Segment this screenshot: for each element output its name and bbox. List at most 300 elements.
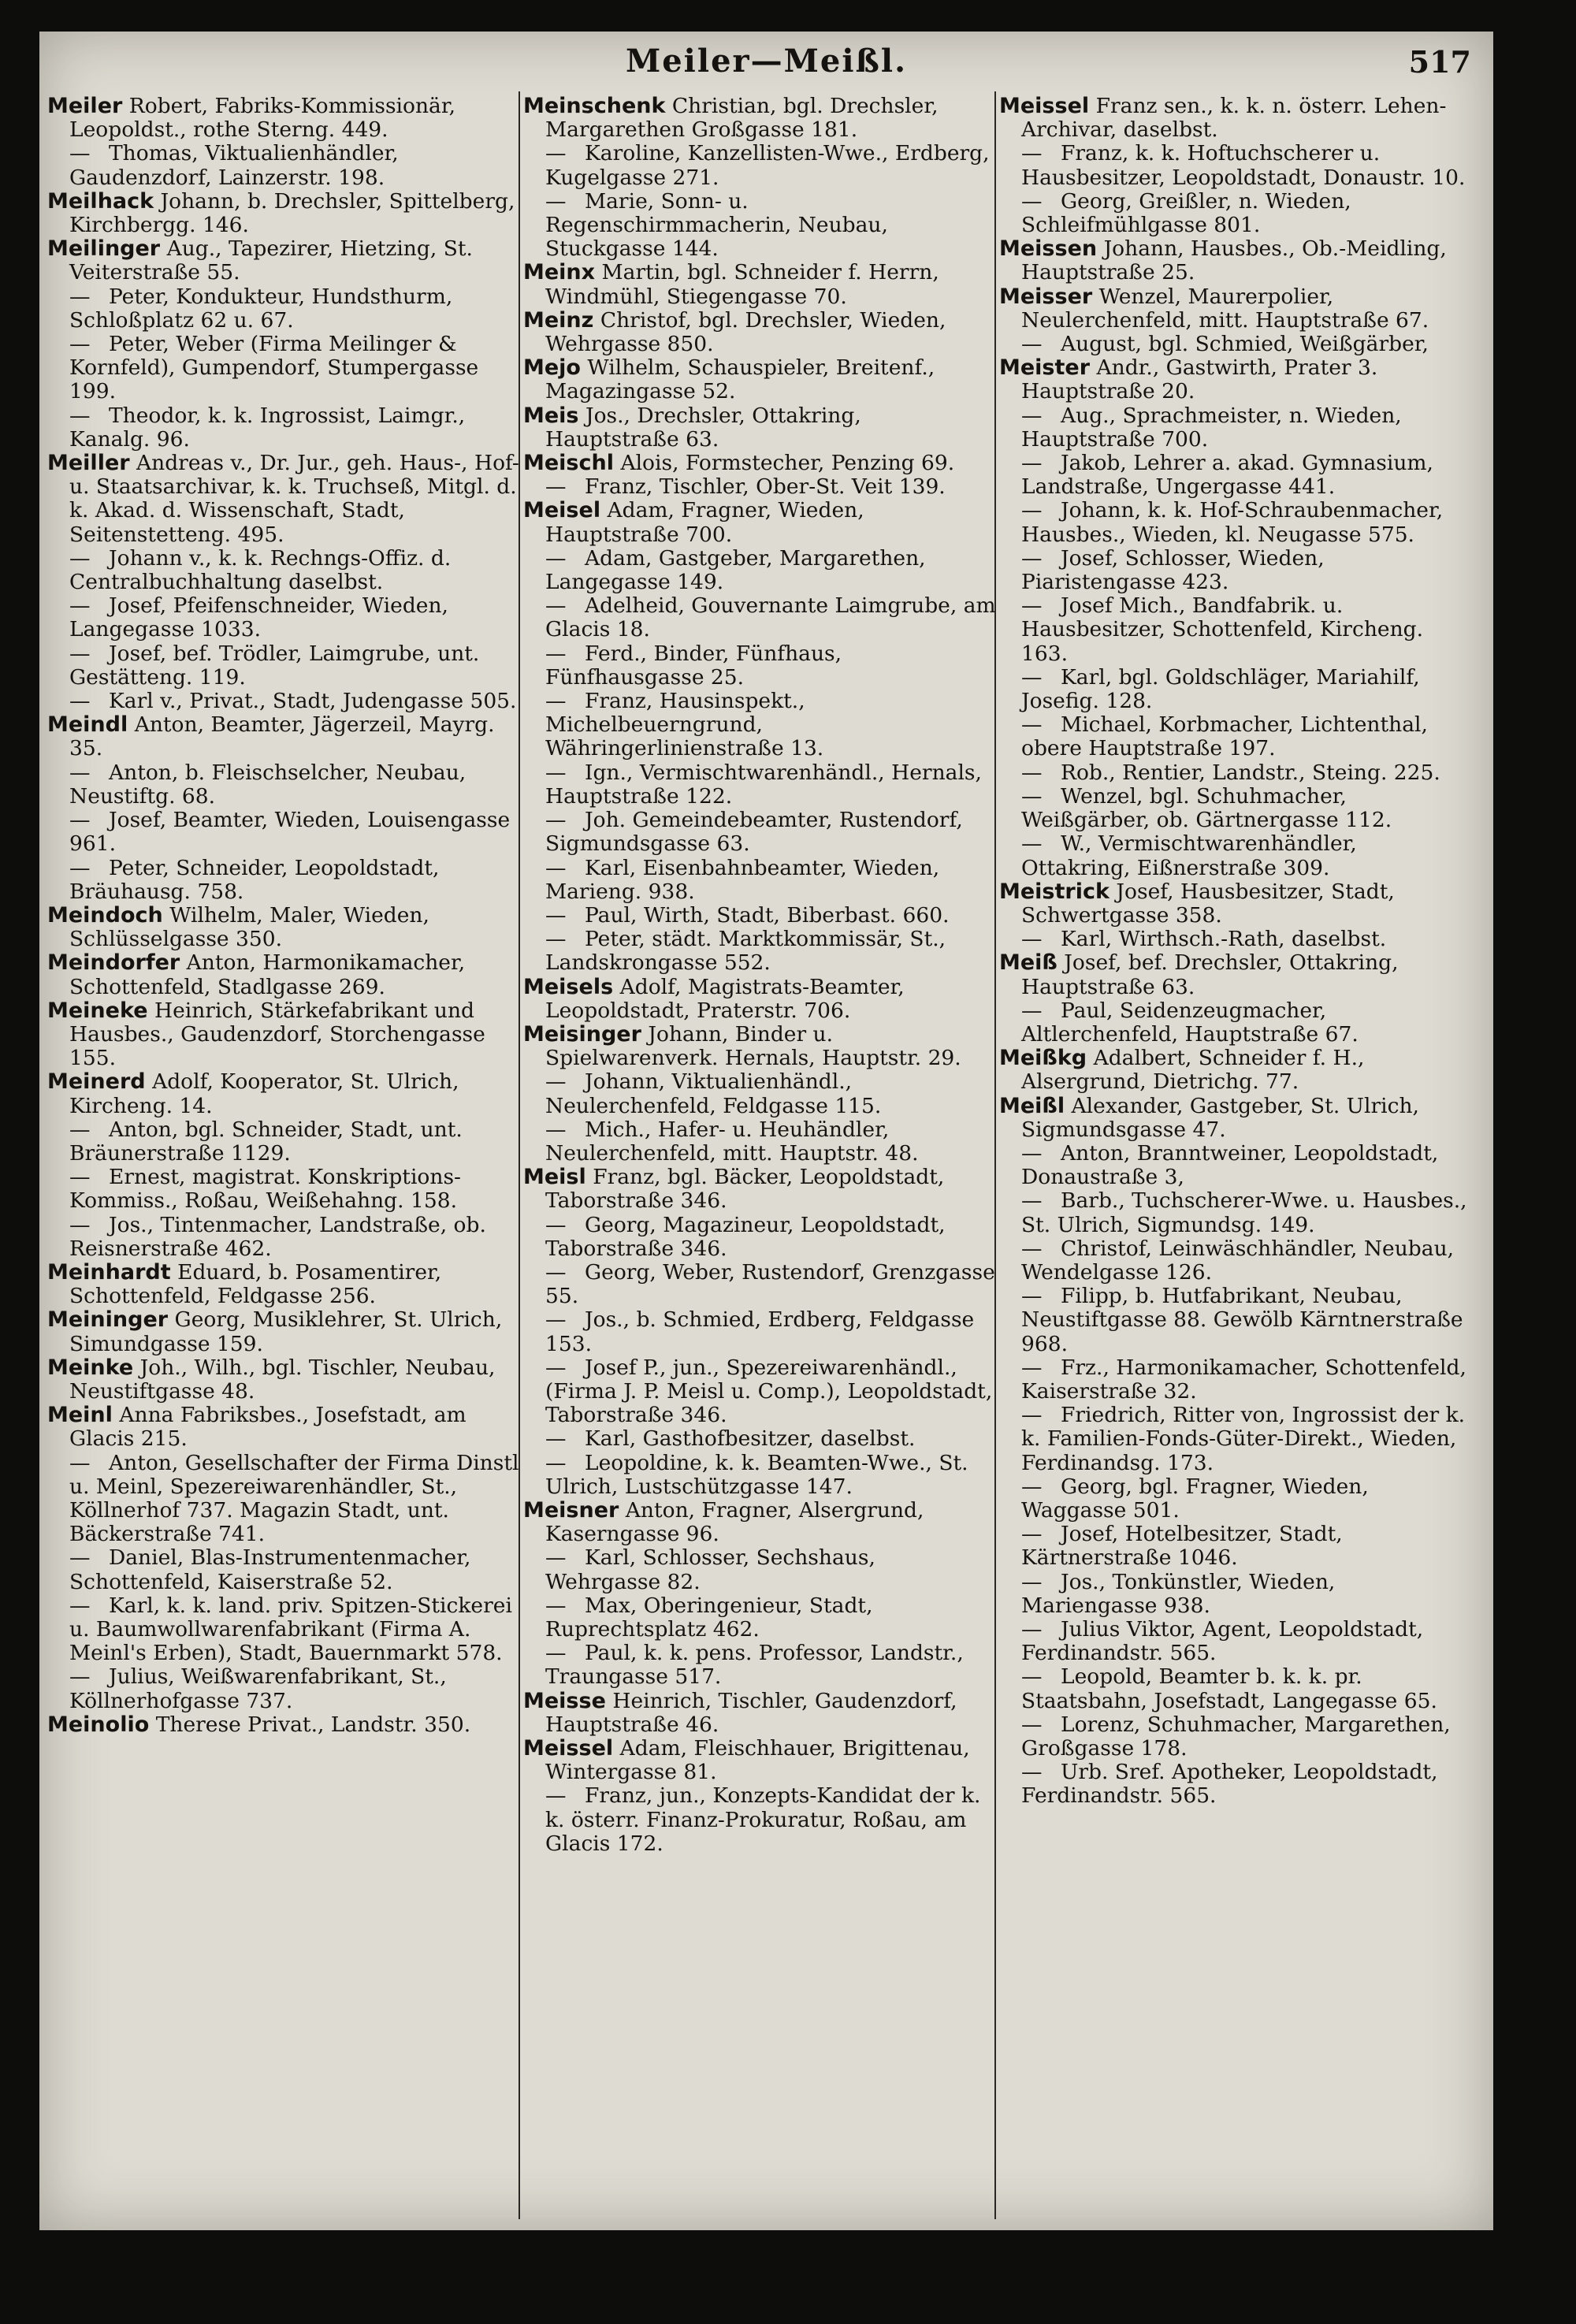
entry-surname: Meinschenk [523,94,666,118]
directory-entry [47,713,520,760]
entry-dash: — [1021,760,1043,785]
directory-entry [999,1237,1472,1285]
directory-entry [47,1404,520,1451]
directory-entry [999,1618,1472,1665]
entry-text: Karoline, Kanzellisten-Wwe., Erdberg, Kugelgasse 271. [545,141,990,190]
entry-dash: — [1021,783,1043,809]
directory-entry [999,190,1472,237]
entry-text: Lorenz, Schuhmacher, Margarethen, Großgasse 178. [1021,1712,1451,1761]
entry-text: Friedrich, Ritter von, Ingrossist der k. k. Familien-Fonds-Güter-Direkt., Wieden, Ferdinandsg. 173. [1021,1403,1466,1475]
directory-entry [47,1356,520,1404]
entry-text: Anton, b. Fleischselcher, Neubau, Neustiftg. 68. [69,760,466,809]
entry-text: Ernest, magistrat. Konskriptions-Kommiss., Roßau, Weißehahng. 158. [69,1165,462,1214]
entry-surname: Meisinger [523,1021,641,1047]
entry-surname: Meister [999,355,1091,381]
entry-dash: — [69,593,91,619]
entry-dash: — [69,760,91,785]
entry-dash: — [1021,332,1043,357]
directory-entry [523,1452,996,1499]
entry-text: Johann v., k. k. Rechngs-Offiz. d. Centralbuchhaltung daselbst. [69,545,452,595]
entry-text: Franz, Hausinspekt., Michelbeuerngrund, Währingerlinienstraße 13. [545,689,824,761]
entry-text: Max, Oberingenieur, Stadt, Ruprechtsplatz 462. [545,1593,873,1642]
entry-text: Robert, Fabriks-Kommissionär, Leopoldst., rothe Sterng. 449. [69,94,456,143]
directory-entry [999,1404,1472,1475]
directory-entry [523,857,996,904]
entry-surname: Meinx [523,260,596,285]
directory-entry [47,1713,520,1737]
entry-dash: — [69,1545,91,1571]
directory-entry [999,1665,1472,1712]
entry-text: Jos., b. Schmied, Erdberg, Feldgasse 153. [545,1307,975,1356]
entry-text: Marie, Sonn- u. Regenschirmmacherin, Neubau, Stuckgasse 144. [545,188,888,262]
entry-text: Alexander, Gastgeber, St. Ulrich, Sigmundsgasse 47. [1021,1093,1419,1142]
entry-text: Wilhelm, Maler, Wieden, Schlüsselgasse 350. [69,902,429,952]
directory-entry [999,499,1472,546]
entry-text: Franz sen., k. k. n. österr. Lehen-Archivar, daselbst. [1021,94,1447,143]
entry-dash: — [69,1664,91,1690]
entry-text: Daniel, Blas-Instrumentenmacher, Schottenfeld, Kaiserstraße 52. [69,1545,471,1594]
entry-dash: — [1021,1664,1043,1690]
entry-surname: Meisel [523,498,601,523]
entry-text: Johann, Viktualienhändl., Neulerchenfeld, Feldgasse 115. [545,1069,882,1118]
entry-text: Anton, Fragner, Alsergrund, Kaserngasse 96. [545,1497,924,1547]
entry-surname: Meiler [47,94,123,118]
entry-dash: — [69,1450,91,1475]
entry-text: Joh., Wilh., bgl. Tischler, Neubau, Neustiftgasse 48. [69,1355,496,1404]
entry-dash: — [69,1212,91,1237]
entry-text: Aug., Tapezirer, Hietzing, St. Veiterstraße 55. [69,236,473,285]
entry-text: Wenzel, bgl. Schuhmacher, Weißgärber, ob. Gärtnergasse 112. [1021,783,1392,833]
directory-entry [523,547,996,594]
directory-entry [523,452,996,475]
directory-entry [523,904,996,928]
entry-text: Heinrich, Tischler, Gaudenzdorf, Hauptstraße 46. [545,1688,957,1737]
directory-entry [999,142,1472,189]
entry-text: Paul, Wirth, Stadt, Biberbast. 660. [585,902,950,928]
directory-entry [47,1166,520,1213]
entry-text: Frz., Harmonikamacher, Schottenfeld, Kaiserstraße 32. [1021,1355,1466,1404]
entry-text: Josef, bef. Trödler, Laimgrube, unt. Gestätteng. 119. [69,641,480,690]
entry-surname: Meinl [47,1403,113,1428]
directory-entry [999,547,1472,594]
directory-entry [999,761,1472,785]
directory-entry [999,785,1472,832]
entry-dash: — [1021,451,1043,476]
directory-entry [999,1095,1472,1142]
entry-dash: — [545,641,567,666]
entry-text: Julius Viktor, Agent, Leopoldstadt, Ferdinandstr. 565. [1021,1617,1424,1666]
entry-dash: — [1021,593,1043,619]
directory-entry [523,1308,996,1355]
entry-dash: — [545,1355,567,1380]
directory-entry [47,1308,520,1355]
directory-entry [47,1546,520,1593]
entry-dash: — [1021,1140,1043,1166]
directory-entry [523,1690,996,1737]
directory-entry [523,928,996,975]
entry-dash: — [545,474,567,500]
entry-text: August, bgl. Schmied, Weißgärber, [1061,332,1429,357]
directory-entry [47,809,520,856]
entry-text: Peter, Kondukteur, Hundsthurm, Schloßplatz 62 u. 67. [69,284,453,333]
entry-text: W., Vermischtwarenhändler, Ottakring, Eißnerstraße 309. [1021,831,1357,880]
entry-surname: Meis [523,403,579,428]
directory-column-1 [47,95,520,1737]
entry-dash: — [69,545,91,571]
entry-dash: — [545,808,567,833]
entry-dash: — [1021,998,1043,1023]
entry-text: Georg, Greißler, n. Wieden, Schleifmühlgasse 801. [1021,188,1351,238]
entry-text: Josef Mich., Bandfabrik. u. Hausbesitzer, Schottenfeld, Kircheng. 163. [1021,593,1424,666]
directory-entry [47,1594,520,1666]
directory-entry [523,261,996,308]
entry-surname: Meischl [523,451,614,476]
entry-dash: — [69,1593,91,1618]
entry-text: Karl, Schlosser, Sechshaus, Wehrgasse 82. [545,1545,875,1594]
entry-surname: Meinerd [47,1069,146,1095]
entry-text: Eduard, b. Posamentirer, Schottenfeld, Feldgasse 256. [69,1259,442,1309]
entry-text: Karl, bgl. Goldschläger, Mariahilf, Josefig. 128. [1021,664,1420,714]
directory-entry [47,1118,520,1166]
entry-surname: Meissen [999,236,1098,262]
entry-dash: — [545,1212,567,1237]
entry-text: Josef, Schlosser, Wieden, Piaristengasse 423. [1021,545,1325,595]
entry-surname: Meisels [523,974,614,999]
directory-entry [47,142,520,189]
directory-page [39,32,1493,2230]
entry-text: Georg, bgl. Fragner, Wieden, Waggasse 501. [1021,1474,1369,1523]
directory-entry [523,1594,996,1642]
directory-entry [999,1189,1472,1236]
entry-surname: Meissel [523,1736,614,1761]
entry-dash: — [1021,1236,1043,1261]
entry-dash: — [545,1593,567,1618]
entry-text: Heinrich, Stärkefabrikant und Hausbes., Gaudenzdorf, Storchengasse 155. [69,998,485,1071]
entry-dash: — [545,1259,567,1285]
entry-text: Barb., Tuchscherer-Wwe. u. Hausbes., St. Ulrich, Sigmundsg. 149. [1021,1188,1467,1237]
directory-entry [999,404,1472,452]
entry-dash: — [69,284,91,309]
entry-dash: — [69,808,91,833]
entry-dash: — [69,1165,91,1190]
entry-text: Anton, Beamter, Jägerzeil, Mayrg. 35. [69,712,495,761]
entry-text: Josef, Beamter, Wieden, Louisengasse 961. [69,808,511,857]
entry-text: Ign., Vermischtwarenhändl., Hernals, Hauptstraße 122. [545,760,982,809]
directory-entry [523,761,996,809]
directory-entry [523,95,996,142]
entry-surname: Meinke [47,1355,134,1380]
directory-entry [523,1118,996,1166]
directory-entry [523,642,996,690]
entry-dash: — [1021,712,1043,738]
directory-column-3 [999,95,1472,1809]
entry-surname: Meißkg [999,1046,1087,1071]
entry-text: Anton, Harmonikamacher, Schottenfeld, Stadlgasse 269. [69,950,466,999]
entry-text: Jakob, Lehrer a. akad. Gymnasium, Landstraße, Ungergasse 441. [1021,451,1433,500]
entry-text: Thomas, Viktualienhändler, Gaudenzdorf, Lainzerstr. 198. [69,141,399,190]
directory-entry [523,1737,996,1784]
directory-column-2 [523,95,996,1856]
entry-dash: — [1021,1355,1043,1380]
directory-entry [999,928,1472,951]
entry-text: Aug., Sprachmeister, n. Wieden, Hauptstraße 700. [1021,403,1402,452]
entry-text: Andr., Gastwirth, Prater 3. Hauptstraße 20. [1021,355,1378,404]
entry-dash: — [69,689,91,714]
entry-dash: — [545,760,567,785]
entry-surname: Meindoch [47,902,163,928]
directory-entry [523,1427,996,1451]
entry-text: Martin, bgl. Schneider f. Herrn, Windmühl, Stiegengasse 70. [545,260,939,309]
directory-entry [47,95,520,142]
page-title: Meiler—Meißl. [625,43,908,80]
entry-text: Georg, Magazineur, Leopoldstadt, Taborstraße 346. [545,1212,946,1261]
entry-text: Wenzel, Maurerpolier, Neulerchenfeld, mitt. Hauptstraße 67. [1021,284,1429,333]
entry-text: Leopoldine, k. k. Beamten-Wwe., St. Ulrich, Lustschützgasse 147. [545,1450,968,1499]
entry-text: Johann, Binder u. Spielwarenverk. Hernals, Hauptstr. 29. [545,1021,961,1071]
entry-dash: — [545,927,567,952]
entry-surname: Meilhack [47,188,154,214]
entry-surname: Meininger [47,1307,169,1333]
page-number: 517 [1408,44,1471,80]
directory-entry [523,190,996,262]
directory-entry [523,1784,996,1856]
entry-text: Therese Privat., Landstr. 350. [155,1712,471,1737]
entry-surname: Meindorfer [47,950,180,976]
entry-text: Karl, Gasthofbesitzer, daselbst. [585,1426,916,1452]
entry-text: Paul, k. k. pens. Professor, Landstr., Traungasse 517. [545,1641,964,1690]
entry-dash: — [1021,1403,1043,1428]
directory-entry [47,1070,520,1117]
directory-entry [999,1475,1472,1523]
entry-text: Anna Fabriksbes., Josefstadt, am Glacis 215. [69,1403,466,1452]
entry-text: Jos., Drechsler, Ottakring, Hauptstraße 63. [545,403,861,452]
entry-dash: — [1021,1760,1043,1785]
directory-entry [999,1571,1472,1618]
entry-surname: Meinhardt [47,1259,171,1285]
entry-text: Adelheid, Gouvernante Laimgrube, am Glacis 18. [545,593,996,642]
directory-entry [999,1047,1472,1094]
entry-text: Christof, bgl. Drechsler, Wieden, Wehrgasse 850. [545,307,946,357]
entry-text: Franz, Tischler, Ober-St. Veit 139. [585,474,946,500]
directory-entry [523,809,996,856]
entry-text: Joh. Gemeindebeamter, Rustendorf, Sigmundsgasse 63. [545,808,963,857]
entry-dash: — [545,545,567,571]
directory-entry [523,1070,996,1117]
directory-entry [47,761,520,809]
entry-text: Anton, bgl. Schneider, Stadt, unt. Bräunerstraße 1129. [69,1117,463,1166]
entry-text: Wilhelm, Schauspieler, Breitenf., Magazingasse 52. [545,355,935,404]
entry-text: Rob., Rentier, Landstr., Steing. 225. [1061,760,1440,785]
directory-entry [47,547,520,594]
directory-entry [47,285,520,333]
directory-entry [47,951,520,998]
directory-entry [999,333,1472,356]
entry-text: Franz, bgl. Bäcker, Leopoldstadt, Taborstraße 346. [545,1165,945,1214]
entry-text: Peter, Schneider, Leopoldstadt, Bräuhausg. 758. [69,855,440,904]
entry-dash: — [1021,403,1043,428]
directory-entry [999,880,1472,928]
entry-text: Adalbert, Schneider f. H., Alsergrund, Dietrichg. 77. [1021,1046,1365,1095]
entry-dash: — [1021,1569,1043,1594]
directory-entry [523,1356,996,1428]
entry-text: Mich., Hafer- u. Heuhändler, Neulerchenfeld, mitt. Hauptstr. 48. [545,1117,919,1166]
directory-entry [999,594,1472,666]
directory-entry [47,904,520,951]
entry-dash: — [1021,188,1043,214]
entry-dash: — [69,141,91,166]
entry-dash: — [545,1783,567,1809]
entry-text: Jos., Tonkünstler, Wieden, Mariengasse 938. [1021,1569,1336,1618]
entry-surname: Meiller [47,451,130,476]
entry-text: Karl, Eisenbahnbeamter, Wieden, Marieng. 938. [545,855,940,904]
entry-surname: Meinz [523,307,594,333]
directory-entry [523,1261,996,1308]
entry-text: Adolf, Magistrats-Beamter, Leopoldstadt, Praterstr. 706. [545,974,905,1023]
directory-entry [999,95,1472,142]
entry-surname: Meineke [47,998,148,1023]
entry-dash: — [1021,664,1043,690]
entry-text: Johann, b. Drechsler, Spittelberg, Kirchbergg. 146. [69,188,515,238]
entry-text: Karl v., Privat., Stadt, Judengasse 505. [109,689,517,714]
directory-entry [999,1713,1472,1761]
entry-text: Franz, k. k. Hoftuchscherer u. Hausbesitzer, Leopoldstadt, Donaustr. 10. [1021,141,1466,190]
directory-entry [47,642,520,690]
directory-entry [999,356,1472,403]
entry-text: Ferd., Binder, Fünfhaus, Fünfhausgasse 25. [545,641,842,690]
entry-text: Theodor, k. k. Ingrossist, Laimgr., Kanalg. 96. [69,403,466,452]
entry-surname: Meissel [999,94,1090,118]
directory-entry [999,951,1472,998]
entry-surname: Meisser [999,284,1093,309]
entry-dash: — [1021,498,1043,523]
directory-entry [999,999,1472,1047]
entry-dash: — [69,641,91,666]
directory-entry [47,690,520,713]
directory-entry [47,1261,520,1308]
entry-text: Anton, Gesellschafter der Firma Dinstl u. Meinl, Spezereiwarenhändler, St., Köllnerhof 737. Magazin Stadt, unt. Bäckerstraße 741. [69,1450,519,1547]
directory-entry [523,1166,996,1213]
entry-dash: — [1021,1617,1043,1642]
directory-entry [523,142,996,189]
entry-surname: Meistrick [999,879,1110,904]
directory-entry [523,475,996,499]
entry-text: Georg, Weber, Rustendorf, Grenzgasse 55. [545,1259,995,1309]
entry-text: Julius, Weißwarenfabrikant, St., Köllnerhofgasse 737. [69,1664,447,1713]
directory-entry [47,1214,520,1261]
directory-entry [999,1356,1472,1404]
directory-entry [523,404,996,452]
entry-surname: Meisner [523,1497,619,1523]
entry-dash: — [69,855,91,880]
entry-text: Jos., Tintenmacher, Landstraße, ob. Reisnerstraße 462. [69,1212,486,1261]
entry-dash: — [1021,831,1043,857]
entry-text: Peter, städt. Marktkommissär, St., Landskrongasse 552. [545,927,946,976]
entry-text: Karl, Wirthsch.-Rath, daselbst. [1061,927,1387,952]
directory-entry [47,1452,520,1547]
entry-dash: — [545,1641,567,1666]
entry-text: Adam, Fragner, Wieden, Hauptstraße 700. [545,498,864,547]
entry-dash: — [1021,927,1043,952]
directory-entry [999,1523,1472,1570]
directory-entry [999,666,1472,713]
entry-text: Johann, Hausbes., Ob.-Meidling, Hauptstraße 25. [1021,236,1447,285]
entry-dash: — [545,1450,567,1475]
entry-dash: — [545,1117,567,1142]
entry-text: Alois, Formstecher, Penzing 69. [620,451,955,476]
entry-surname: Meindl [47,712,128,738]
directory-entry [523,309,996,356]
directory-entry [523,1546,996,1593]
entry-dash: — [545,1545,567,1571]
entry-text: Josef, bef. Drechsler, Ottakring, Hauptstraße 63. [1021,950,1399,999]
entry-text: Adolf, Kooperator, St. Ulrich, Kircheng. 14. [69,1069,459,1118]
directory-entry [523,1642,996,1689]
entry-text: Karl, k. k. land. priv. Spitzen-Stickerei u. Baumwollwarenfabrikant (Firma A. Meinl's Erben), Stadt, Bauernmarkt 578. [69,1593,512,1666]
entry-text: Andreas v., Dr. Jur., geh. Haus-, Hof- u. Staatsarchivar, k. k. Truchseß, Mitgl. d. k. Akad. d. Wissenschaft, Stadt, Seitenstetteng. 495. [69,451,519,547]
entry-text: Josef P., jun., Spezereiwarenhändl., (Firma J. P. Meisl u. Comp.), Leopoldstadt, Taborstraße 346. [545,1355,993,1428]
entry-text: Christian, bgl. Drechsler, Margarethen Großgasse 181. [545,94,939,143]
entry-dash: — [545,188,567,214]
entry-dash: — [545,593,567,619]
entry-text: Michael, Korbmacher, Lichtenthal, obere Hauptstraße 197. [1021,712,1428,761]
entry-surname: Meisl [523,1165,586,1190]
directory-entry [999,1761,1472,1808]
entry-text: Josef, Pfeifenschneider, Wieden, Langegasse 1033. [69,593,448,642]
directory-entry [47,594,520,641]
directory-entry [999,285,1472,333]
directory-entry [47,857,520,904]
entry-dash: — [69,403,91,428]
entry-dash: — [545,902,567,928]
entry-text: Urb. Sref. Apotheker, Leopoldstadt, Ferdinandstr. 565. [1021,1760,1438,1809]
directory-entry [999,1142,1472,1189]
entry-dash: — [545,1307,567,1333]
directory-entry [999,1285,1472,1356]
entry-text: Peter, Weber (Firma Meilinger & Kornfeld), Gumpendorf, Stumpergasse 199. [69,332,479,404]
directory-entry [999,832,1472,879]
directory-entry [47,333,520,404]
entry-text: Josef, Hausbesitzer, Stadt, Schwertgasse 358. [1021,879,1395,928]
entry-dash: — [545,689,567,714]
entry-text: Josef, Hotelbesitzer, Stadt, Kärtnerstraße 1046. [1021,1522,1343,1571]
directory-entry [999,713,1472,760]
entry-text: Johann, k. k. Hof-Schraubenmacher, Hausbes., Wieden, kl. Neugasse 575. [1021,498,1444,547]
entry-text: Franz, jun., Konzepts-Kandidat der k. k. österr. Finanz-Prokuratur, Roßau, am Glacis 172. [545,1783,981,1856]
directory-entry [523,690,996,761]
entry-text: Adam, Fleischhauer, Brigittenau, Wintergasse 81. [545,1736,970,1785]
directory-entry [47,190,520,237]
directory-entry [523,1499,996,1546]
entry-surname: Mejo [523,355,581,381]
directory-entry [523,356,996,403]
directory-entry [47,237,520,284]
entry-text: Georg, Musiklehrer, St. Ulrich, Simundgasse 159. [69,1307,503,1356]
entry-text: Adam, Gastgeber, Margarethen, Langegasse 149. [545,545,926,595]
entry-text: Anton, Branntweiner, Leopoldstadt, Donaustraße 3, [1021,1140,1439,1190]
entry-text: Paul, Seidenzeugmacher, Altlerchenfeld, Hauptstraße 67. [1021,998,1359,1047]
entry-dash: — [1021,1712,1043,1737]
entry-surname: Meißl [999,1093,1065,1118]
entry-text: Christof, Leinwäschhändler, Neubau, Wendelgasse 126. [1021,1236,1455,1285]
entry-dash: — [1021,1188,1043,1214]
entry-dash: — [1021,1284,1043,1309]
directory-entry [999,452,1472,499]
entry-text: Filipp, b. Hutfabrikant, Neubau, Neustiftgasse 88. Gewölb Kärntnerstraße 968. [1021,1284,1463,1356]
entry-text: Leopold, Beamter b. k. k. pr. Staatsbahn, Josefstadt, Langegasse 65. [1021,1664,1437,1713]
entry-dash: — [545,855,567,880]
entry-dash: — [69,1117,91,1142]
entry-dash: — [1021,141,1043,166]
